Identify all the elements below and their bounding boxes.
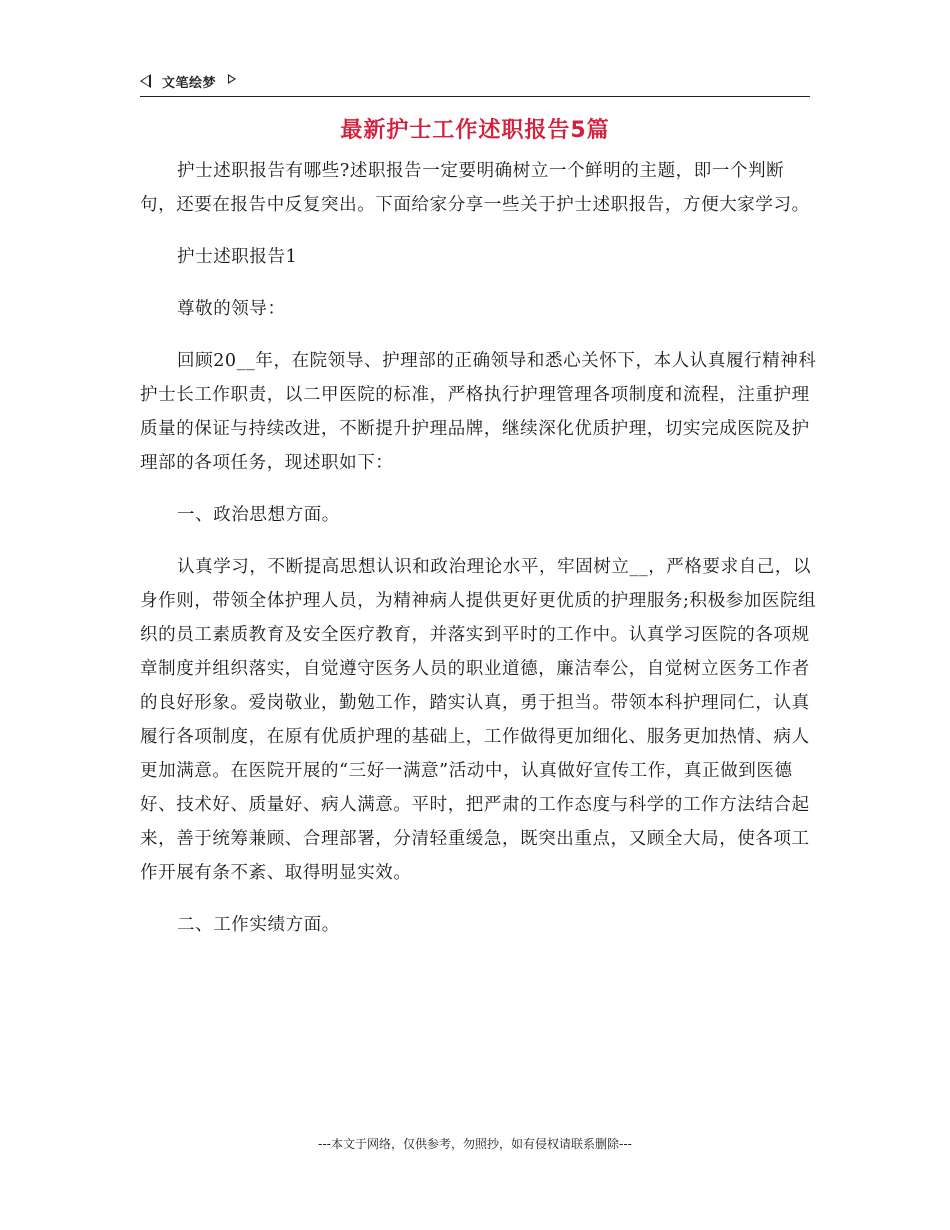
subsection-heading: 一、政治思想方面。 [177,505,340,525]
section-heading: 护士述职报告1 [177,247,298,267]
body-paragraph: 回顾20__年，在院领导、护理部的正确领导和悉心关怀下，本人认真履行精神科护士长工作职责，以二甲医院的标准，严格执行护理管理各项制度和流程，注重护理质量的保证与持续改进，不断提升护理品牌，继续深化优质护理，切实完成医院及护理部的各项任务，现述职如下： [140,351,817,473]
subsection-heading: 二、工作实绩方面。 [177,915,340,935]
document-title: 最新护士工作述职报告5篇 [340,118,610,143]
intro-paragraph: 护士述职报告有哪些?述职报告一定要明确树立一个鲜明的主题，即一个判断句，还要在报告中反复突出。下面给家分享一些关于护士述职报告，方便大家学习。 [140,161,810,215]
brand-label: 文笔绘梦 [162,76,217,91]
triangle-right-icon [228,74,236,84]
body-paragraph: 认真学习，不断提高思想认识和政治理论水平，牢固树立__，严格要求自己，以身作则，带领全体护理人员，为精神病人提供更好更优质的护理服务;积极参加医院组织的员工素质教育及安全医疗教育，并落实到平时的工作中。认真学习医院的各项规章制度并组织落实，自觉遵守医务人员的职业道德，廉洁奉公，自觉树立医务工作者的良好形象。爱岗敬业，勤勉工作，踏实认真，勇于担当。带领本科护理同仁，认真履行各项制度，在原有优质护理的基础上，工作做得更加细化、服务更加热情、病人更加满意。在医院开展的“三好一满意”活动中，认真做好宣传工作，真正做到医德好、技术好、质量好、病人满意。平时，把严肃的工作态度与科学的工作方法结合起来，善于统筹兼顾、合理部署，分清轻重缓急，既突出重点，又顾全大局，使各项工作开展有条不紊、取得明显实效。 [140,557,817,883]
page-header [140,70,810,97]
triangle-left-icon [140,74,151,88]
salutation: 尊敬的领导： [177,299,286,319]
footer-notice: ---本文于网络，仅供参考，勿照抄，如有侵权请联系删除--- [318,1137,632,1151]
document-body [140,154,820,960]
